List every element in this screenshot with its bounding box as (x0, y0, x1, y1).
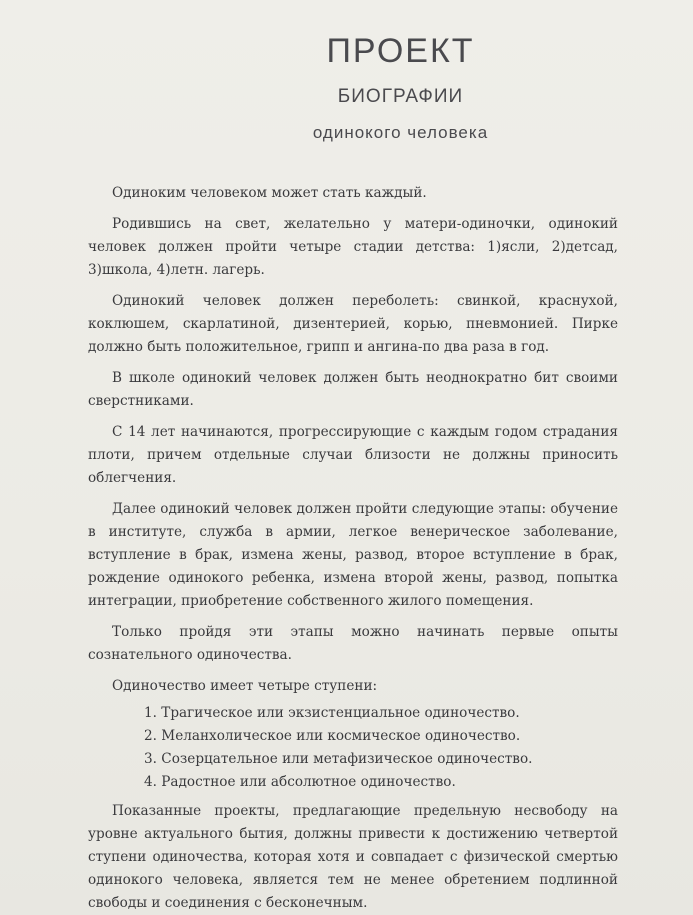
document-body (88, 182, 618, 915)
list-item: 2. Меланхолическое или космическое одиночество. (144, 728, 521, 744)
stages-list (88, 702, 618, 794)
list-item: 4. Радостное или абсолютное одиночество. (144, 774, 456, 790)
paragraph-3: Одинокий человек должен переболеть: свинкой, краснухой, коклюшем, скарлатиной, дизентерией, корью, пневмонией. Пирке должно быть положительное, грипп и ангина-по два раза в год. (88, 293, 618, 355)
document-subtitle: БИОГРАФИИ (337, 86, 464, 107)
list-intro: Одиночество имеет четыре ступени: (112, 678, 378, 694)
document-heading (173, 0, 628, 144)
paragraph-7: Только пройдя эти этапы можно начинать первые опыты сознательного одиночества. (88, 624, 618, 663)
paragraph-5: С 14 лет начинаются, прогрессирующие с каждым годом страдания плоти, причем отдельные случаи близости не должны приносить облегчения. (88, 424, 618, 486)
paragraph-1: Одиноким человеком может стать каждый. (112, 185, 427, 201)
closing-paragraph: Показанные проекты, предлагающие предельную несвободу на уровне актуального бытия, должны привести к достижению четвертой ступени одиночества, которая хотя и совпадает с физической смертью одинокого человека, является тем не менее обретением подлинной свободы и соединения с бесконечным. (88, 803, 618, 911)
document-subtitle-2: одинокого человека (312, 123, 489, 142)
paragraph-2: Родившись на свет, желательно у матери-одиночки, одинокий человек должен пройти четыре стадии детства: 1)ясли, 2)детсад, 3)школа, 4)летн. лагерь. (88, 216, 618, 278)
list-item: 1. Трагическое или экзистенциальное одиночество. (144, 705, 520, 721)
document-title: ПРОЕКТ (326, 32, 475, 70)
paragraph-6: Далее одинокий человек должен пройти следующие этапы: обучение в институте, служба в армии, легкое венерическое заболевание, вступление в брак, измена жены, развод, второе вступление в брак, рождение одинокого ребенка, измена второй жены, развод, попытка интеграции, приобретение собственного жилого помещения. (88, 501, 618, 609)
paragraph-4: В школе одинокий человек должен быть неоднократно бит своими сверстниками. (88, 370, 618, 409)
list-item: 3. Созерцательное или метафизическое одиночество. (144, 751, 533, 767)
